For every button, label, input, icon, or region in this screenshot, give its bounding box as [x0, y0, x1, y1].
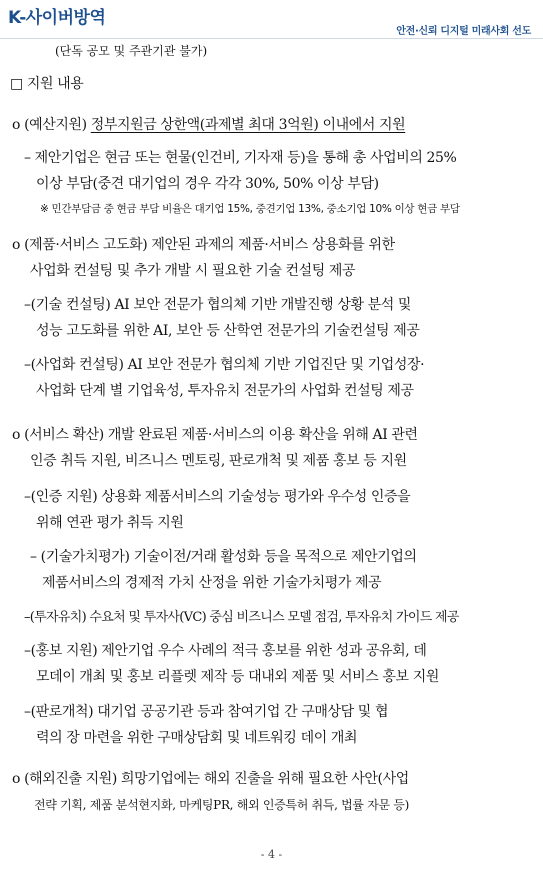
note-line: (단독 공모 및 주관기관 불가)	[55, 44, 208, 58]
text-line: 인증 취득 지원, 비즈니스 멘토링, 판로개척 및 제품 홍보 등 지원	[30, 453, 407, 469]
text-line: –(인증 지원) 상용화 제품서비스의 기술성능 평가와 우수성 인증을	[24, 489, 411, 505]
page-number: - 4 -	[260, 848, 283, 861]
text-line: – 제안기업은 현금 또는 현물(인건비, 기자재 등)을 통해 총 사업비의 25%	[24, 150, 457, 166]
footnote-line: ※ 민간부담금 중 현금 부담 비율은 대기업 15%, 중견기업 13%, 중소기업 10% 이상 현금 부담	[40, 203, 460, 215]
text-line: 모데이 개최 및 홍보 리플렛 제작 등 대내외 제품 및 서비스 홍보 지원	[36, 669, 439, 685]
text-line: 이상 부담(중견 대기업의 경우 각각 30%, 50% 이상 부담)	[36, 176, 379, 192]
text-line: 제품서비스의 경제적 가치 산정을 위한 기술가치평가 제공	[42, 575, 382, 591]
text-line: – (기술가치평가) 기술이전/거래 활성화 등을 목적으로 제안기업의	[30, 549, 417, 565]
item-overseas: o (해외진출 지원) 희망기업에는 해외 진출을 위해 필요한 사안(사업	[12, 771, 409, 787]
text-line: 위해 연관 평가 취득 지원	[36, 515, 184, 531]
header-divider	[0, 38, 543, 39]
item-budget-label: o (예산지원)	[12, 117, 91, 133]
text-line: 사업화 컨설팅 및 추가 개발 시 필요한 기술 컨설팅 제공	[30, 263, 356, 279]
text-line: –(홍보 지원) 제안기업 우수 사례의 적극 홍보를 위한 성과 공유회, 데	[24, 643, 427, 659]
text-line: –(투자유치) 수요처 및 투자사(VC) 중심 비즈니스 모델 점검, 투자유치 가이드 제공	[24, 610, 459, 625]
item-service: o (서비스 확산) 개발 완료된 제품·서비스의 이용 확산을 위해 AI 관련	[12, 427, 418, 443]
text-line: 전략 기획, 제품 분석현지화, 마케팅PR, 해외 인증특허 취득, 법률 자문 등)	[34, 798, 409, 812]
section-heading: □ 지원 내용	[10, 76, 84, 92]
text-line: 력의 장 마련을 위한 구매상담회 및 네트워킹 데이 개최	[36, 730, 358, 746]
text-line: –(판로개척) 대기업 공공기관 등과 참여기업 간 구매상담 및 협	[24, 704, 389, 720]
text-line: –(기술 컨설팅) AI 보안 전문가 협의체 기반 개발진행 상황 분석 및	[24, 297, 412, 313]
text-line: –(사업화 컨설팅) AI 보안 전문가 협의체 기반 기업진단 및 기업성장·	[24, 357, 425, 373]
text-line: 사업화 단계 별 기업육성, 투자유치 전문가의 사업화 컨설팅 제공	[36, 383, 414, 399]
text-line: 성능 고도화를 위한 AI, 보안 등 산학연 전문가의 기술컨설팅 제공	[36, 323, 420, 339]
item-budget	[12, 114, 405, 134]
item-budget-underlined: 정부지원금 상한액(과제별 최대 3억원) 이내에서 지원	[90, 117, 406, 133]
logo: K-사이버방역	[8, 8, 106, 28]
item-product: o (제품·서비스 고도화) 제안된 과제의 제품·서비스 상용화를 위한	[12, 237, 395, 253]
header-tagline: 안전·신뢰 디지털 미래사회 선도	[396, 26, 531, 37]
